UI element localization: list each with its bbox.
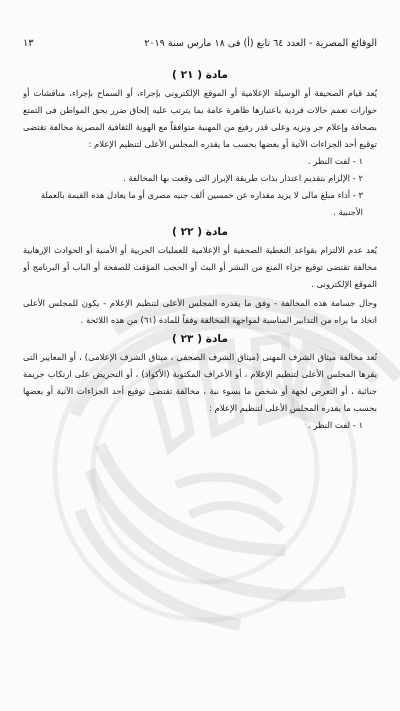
article-22-title: مادة ( ٢٢ ) <box>172 226 228 238</box>
document-content <box>23 20 377 690</box>
article-23 <box>23 332 377 434</box>
article-21 <box>23 68 377 221</box>
article-21-item-1: ١ - لفت النظر . <box>307 156 363 166</box>
article-21-paragraph: يُعد قيام الصحيفة أو الوسيلة الإعلامية أو الموقع الإلكترونى بإجراء، أو السماح بإجراء، مناقشات أو حوارات تعمم حالات فردية باعتبارها ظاهرة عامة بما يترتب عليه إلحاق ضرر بحق المواطن فى التمتع بصحافة وإعلام حر ونزيه وعلى قدر رفيع من المهنية متوافقاً مع الهوية الثقافية المصرية مخالفة تقتضى توقيع أحد الجزاءات الآتية أو بعضها بحسب ما يقدره المجلس الأعلى لتنظيم الإعلام : <box>23 88 377 149</box>
article-22-paragraph-2: وحال جسامة هذه المخالفة - وفق ما يقدره المجلس الأعلى لتنظيم الإعلام - يكون للمجلس الأعلى اتخاذ ما يراه من التدابير المناسبة لمواجهة المخالفة وفقاً للمادة (٦١) من هذه اللائحة . <box>23 298 377 325</box>
article-21-item-3: ٣ - أداء مبلغ مالى لا يزيد مقداره عن خمسين ألف جنيه مصرى أو ما يعادل هذه القيمة بالعملة الأجنبية . <box>40 190 363 217</box>
article-23-item-1: ١ - لفت النظر . <box>307 420 363 430</box>
article-23-title: مادة ( ٢٣ ) <box>172 333 228 345</box>
article-23-paragraph: تُعد مخالفة ميثاق الشرف المهنى (ميثاق الشرف الصحفى ، ميثاق الشرف الإعلامى) ، أو المعايير التى يقرها المجلس الأعلى لتنظيم الإعلام ، أو الأعراف المكتوبة (الأكواد) ، أو التحريض على ارتكاب جريمة جنائية ، أو التعرض لجهة أو شخص ما بسوء نية ، مخالفة تقتضى توقيع أحد الجزاءات الآتية أو بعضها بحسب ما يقدره المجلس الأعلى لتنظيم الإعلام : <box>23 352 377 413</box>
article-21-title: مادة ( ٢١ ) <box>172 69 228 81</box>
gazette-title: الوقائع المصرية - العدد ٦٤ تابع (أ) فى ١٨ مارس سنة ٢٠١٩ <box>144 38 377 49</box>
gazette-header <box>23 20 377 68</box>
article-22-paragraph-1: يُعد عدم الالتزام بقواعد التغطية الصحفية أو الإعلامية للعمليات الحربية أو الأمنية أو الحوادث الإرهابية مخالفة تقتضى توقيع جزاء المنع من النشر أو البث أو الحجب المؤقت للصفحة أو الباب أو البرنامج أو الموقع الإلكترونى . <box>23 245 377 289</box>
article-21-item-2: ٢ - الإلزام بتقديم اعتذار بذات طريقة الإبراز التى وقعت بها المخالفة . <box>123 173 363 183</box>
page-number: ١٣ <box>23 38 34 49</box>
article-22 <box>23 225 377 329</box>
